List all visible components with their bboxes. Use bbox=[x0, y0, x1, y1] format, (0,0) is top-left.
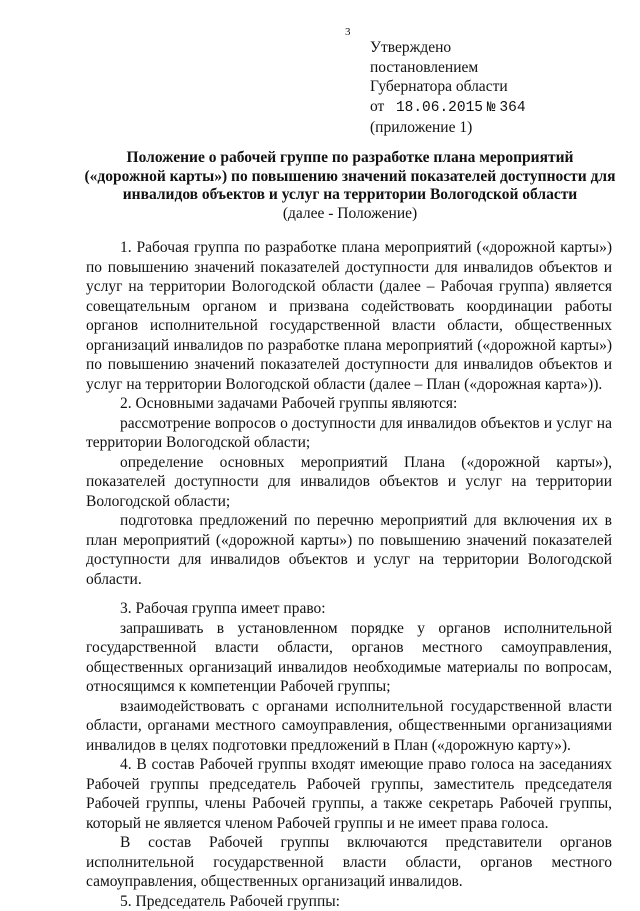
paragraph-5: 5. Председатель Рабочей группы: bbox=[86, 892, 612, 911]
paragraph-3: 3. Рабочая группа имеет право: bbox=[86, 599, 612, 619]
paragraph-1: 1. Рабочая группа по разработке плана мероприятий («дорожной карты») по повышению значений показателей доступности для инвалидов объектов и услуг на территории Вологодской области (далее – Рабочая группа) является совещательным органом и призвана содействовать координации работы органов исполнительной государственной власти области, общественных организаций инвалидов по разработке плана мероприятий («дорожной карты») по повышению значений показателей доступности для инвалидов объектов и услуг на территории Вологодской области (далее – План («дорожная карта»)). bbox=[86, 238, 612, 394]
approval-stamp bbox=[370, 38, 526, 138]
paragraph-2-item-2: определение основных мероприятий Плана («дорожной карты»), показателей доступности для инвалидов объектов и услуг на территории Вологодской области; bbox=[86, 453, 612, 512]
approval-line-approved: Утверждено bbox=[370, 38, 526, 58]
approval-number: 364 bbox=[499, 100, 525, 116]
paragraph-2: 2. Основными задачами Рабочей группы являются: bbox=[86, 394, 612, 414]
approval-line-governor: Губернатора области bbox=[370, 77, 526, 97]
title-line-3: инвалидов объектов и услуг на территории Вологодской области bbox=[60, 186, 640, 205]
title-line-2: («дорожной карты») по повышению значений показателей доступности для bbox=[60, 168, 640, 187]
paragraph-2-item-1: рассмотрение вопросов о доступности для инвалидов объектов и услуг на территории Вологодской области; bbox=[86, 414, 612, 453]
approval-date-prefix: от bbox=[370, 98, 384, 115]
title-line-1: Положение о рабочей группе по разработке плана мероприятий bbox=[60, 149, 640, 168]
page-number: 3 bbox=[345, 26, 351, 38]
document-title bbox=[60, 149, 640, 223]
approval-attachment: (приложение 1) bbox=[370, 118, 526, 138]
approval-number-sign: № bbox=[487, 100, 496, 116]
paragraph-4-continued: В состав Рабочей группы включаются представители органов исполнительной государственной власти области, органов местного самоуправления, общественных организаций инвалидов. bbox=[86, 833, 612, 892]
paragraph-4: 4. В состав Рабочей группы входят имеющие право голоса на заседаниях Рабочей группы председатель Рабочей группы, заместитель председателя Рабочей группы, члены Рабочей группы, а также секретарь Рабочей группы, который не является членом Рабочей группы и не имеет права голоса. bbox=[86, 755, 612, 833]
title-subtitle: (далее - Положение) bbox=[60, 205, 640, 224]
approval-date-line bbox=[370, 97, 526, 119]
approval-line-resolution: постановлением bbox=[370, 58, 526, 78]
paragraph-2-item-3: подготовка предложений по перечню мероприятий для включения их в план мероприятий («дорожной карты») по повышению значений показателей доступности для инвалидов объектов и услуг на территории Вологодской области. bbox=[86, 511, 612, 589]
paragraph-3-item-1: запрашивать в установленном порядке у органов исполнительной государственной власти области, органов местного самоуправления, общественных организаций инвалидов необходимые материалы по вопросам, относящимся к компетенции Рабочей группы; bbox=[86, 619, 612, 697]
approval-date: 18.06.2015 bbox=[396, 100, 483, 116]
paragraph-3-item-2: взаимодействовать с органами исполнительной государственной власти области, органами местного самоуправления, общественными организациями инвалидов в целях подготовки предложений в План («дорожную карту»). bbox=[86, 697, 612, 756]
document-body bbox=[86, 238, 612, 911]
